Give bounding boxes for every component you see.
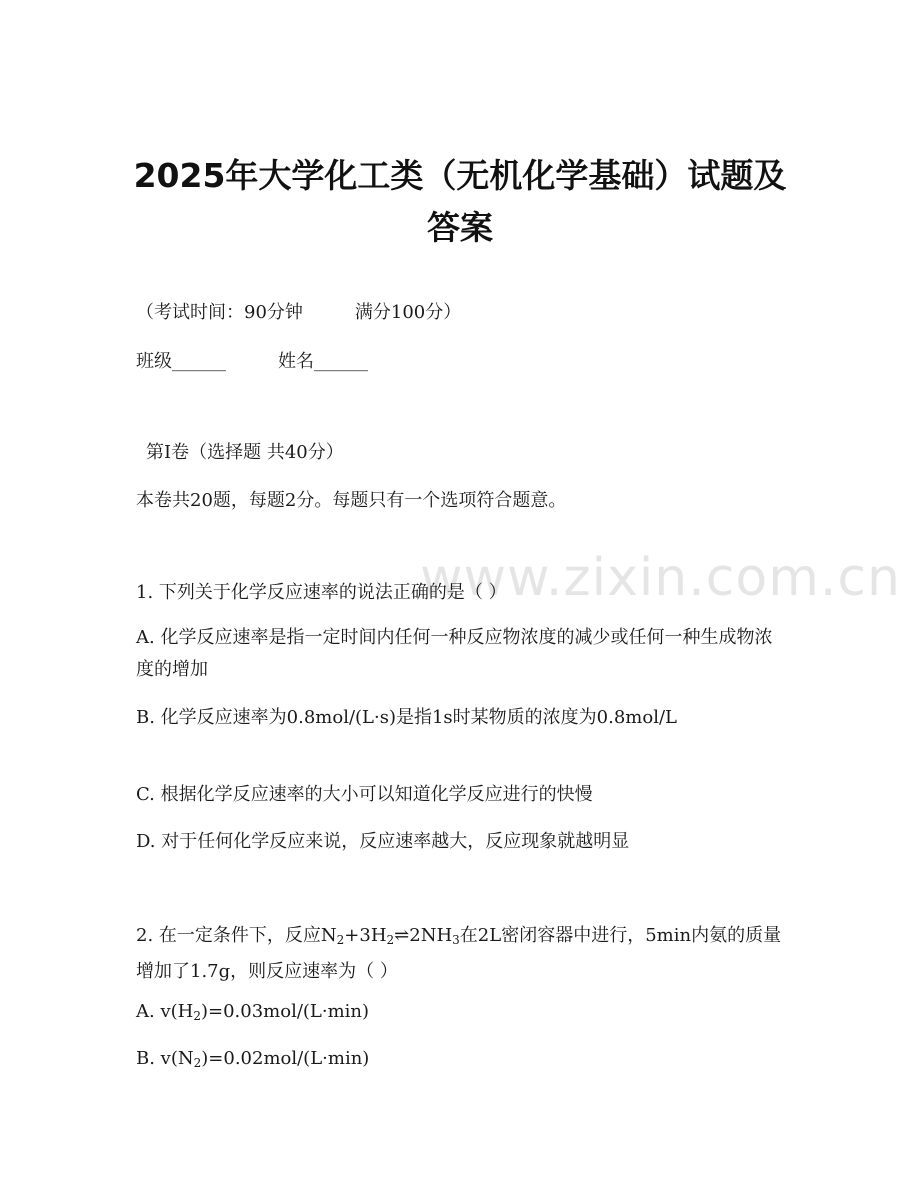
question-2-option-b: B. $v(N_2)=0.02mol/(L\cdot\min)$ [136,1048,370,1070]
section-description: 本卷共20题，每题2分。每题只有一个选项符合题意。 [136,490,567,511]
page-title [0,150,920,254]
watermark: www.zixin.com.cn [420,548,901,608]
exam-time: （考试时间：90分钟 [136,302,303,323]
title-line-2: 答案 [427,208,493,247]
question-2-option-a: A. $v(H_2)=0.03mol/(L\cdot\min)$ [136,1001,370,1023]
class-field: 班级______ [136,351,226,372]
name-field: 姓名______ [278,351,368,372]
question-1-stem: 1. 下列关于化学反应速率的说法正确的是（ ） [136,582,507,603]
question-2-stem: 2. 在一定条件下，反应$N_2+3H_2\rightleftharpoons 2NH_3$在2L密闭容器中进行，5min内氨的质量增加了1.7g，则反应速率为（ ） [136,925,782,982]
exam-info [136,301,461,325]
title-line-1: 2025年大学化工类（无机化学基础）试题及 [133,156,787,195]
question-1-option-c: C. 根据化学反应速率的大小可以知道化学反应进行的快慢 [136,784,593,805]
section-title: 第Ⅰ卷（选择题 共40分） [146,442,344,463]
question-1-option-b: B. 化学反应速率为0.8mol/(L·s)是指1s时某物质的浓度为0.8mol/L [136,707,677,728]
student-info [136,350,368,374]
question-1-option-a: A. 化学反应速率是指一定时间内任何一种反应物浓度的减少或任何一种生成物浓度的增加 [136,627,773,680]
question-1-option-d: D. 对于任何化学反应来说，反应速率越大，反应现象就越明显 [136,831,630,852]
full-score: 满分100分） [354,302,462,323]
